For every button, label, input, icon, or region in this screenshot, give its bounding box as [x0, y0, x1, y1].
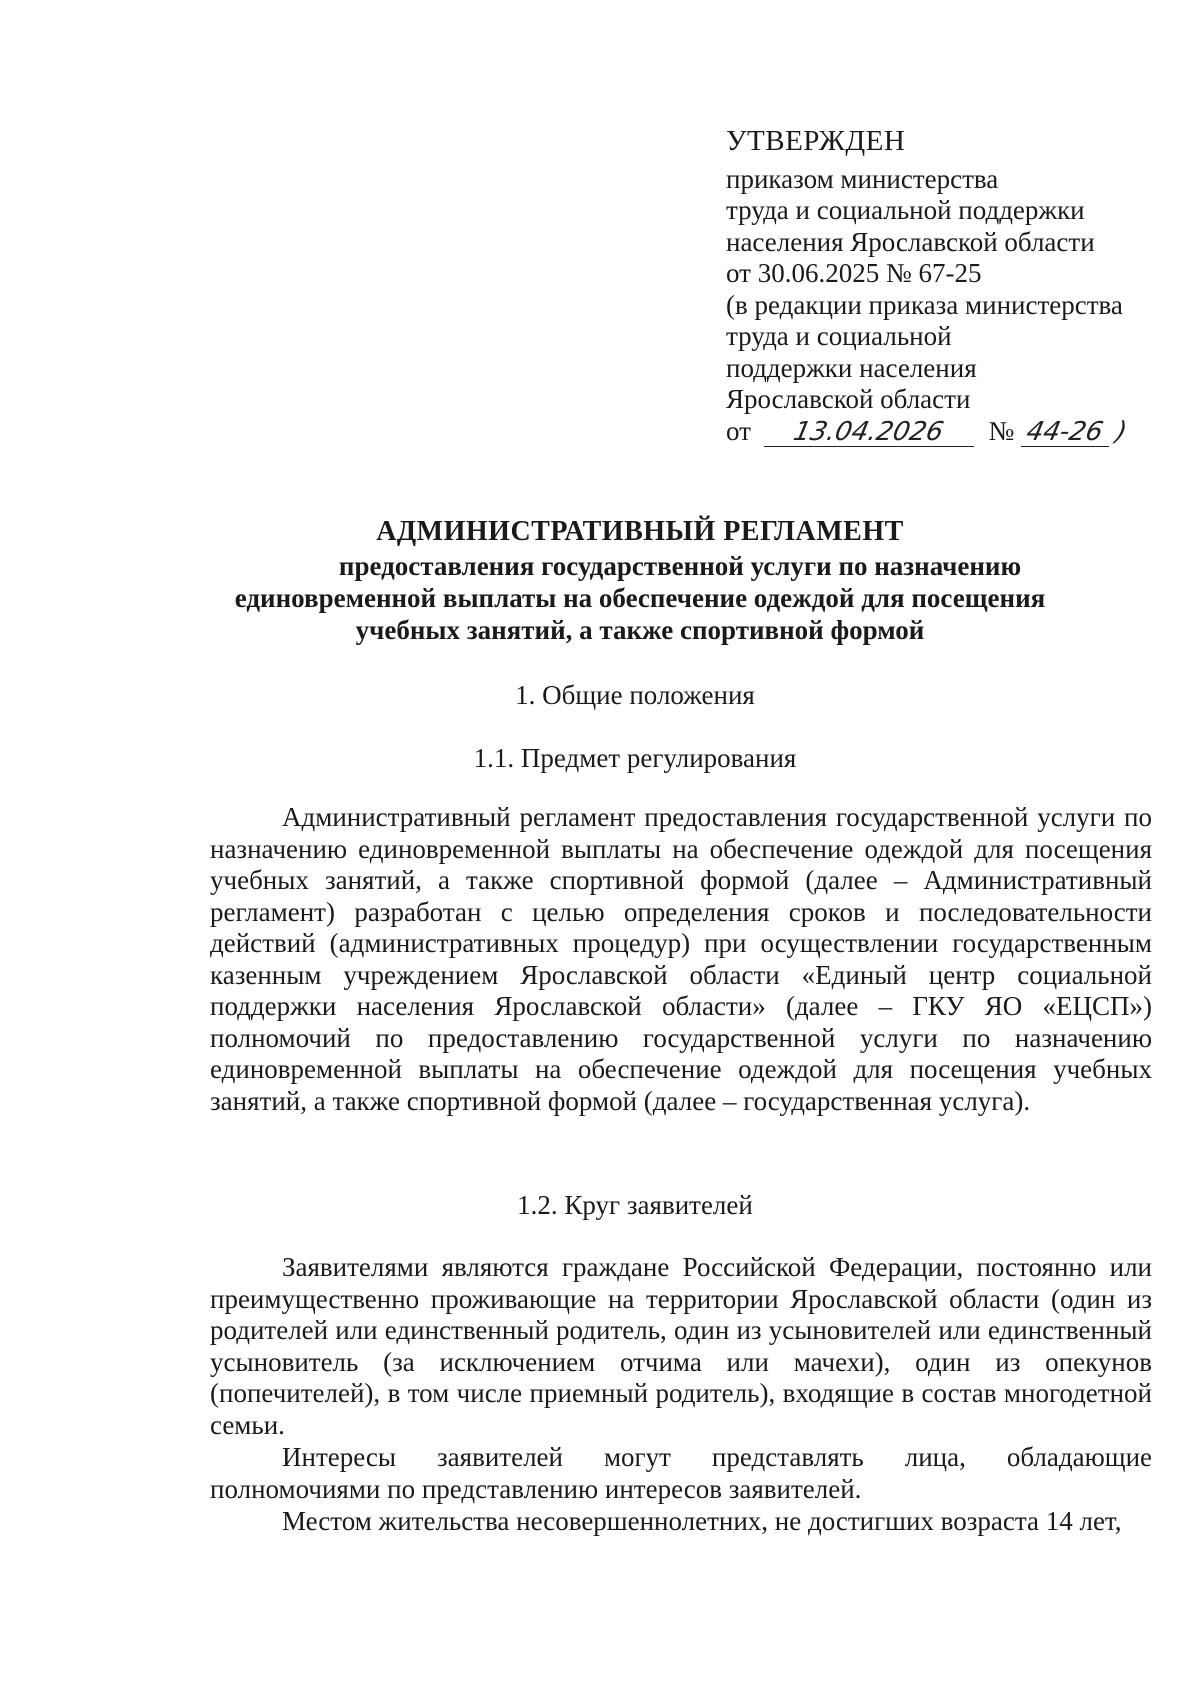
approval-heading: УТВЕРЖДЕН — [726, 125, 906, 157]
approval-line: труда и социальной — [726, 321, 952, 351]
approval-line: приказом министерства — [726, 163, 999, 194]
title-line: единовременной выплаты на обеспечение одеждой для посещения — [234, 583, 1046, 613]
number-label: № — [988, 415, 1015, 446]
amendment-date-line — [726, 416, 1166, 452]
paragraph-text: Административный регламент предоставления государственной услуги по назначению единовременной выплаты на обеспечение одеждой для посещения учебных занятий, а также спортивной формой (далее – Административный регламент) разработан с целью определения сроков и последовательности действий (административных процедур) при осуществлении государственным казенным учреждением Ярославской области «Единый центр социальной поддержки населения Ярославской области» (далее – ГКУ ЯО «ЕЦСП») полномочий по предоставлению государственной услуги по назначению единовременной выплаты на обеспечение одеждой для посещения учебных занятий, а также спортивной формой (далее – государственная услуга). — [210, 802, 1152, 1116]
title-line: предоставления государственной услуги по назначению — [338, 551, 1022, 581]
title-line: учебных занятий, а также спортивной формой — [355, 615, 925, 645]
subject-paragraph — [210, 802, 1152, 1117]
date-fill-line — [764, 417, 974, 447]
title-line: АДМИНИСТРАТИВНЫЙ РЕГЛАМЕНТ — [376, 516, 904, 547]
closing-paren: ) — [1112, 416, 1130, 447]
approval-stamp-block — [726, 126, 1166, 452]
paragraph-text: Заявителями являются граждане Российской Федерации, постоянно или преимущественно проживающие на территории Ярославской области (один из родителей или единственный родитель, один из усыновителей или единственный усыновитель (за исключением отчима или мачехи), один из опекунов (попечителей), в том числе приемный родитель), входящие в состав многодетной семьи. — [210, 1252, 1152, 1440]
document-title — [150, 516, 1130, 646]
number-fill-line — [1021, 417, 1109, 447]
applicants-paragraphs — [210, 1252, 1152, 1538]
approval-line: поддержки населения — [726, 352, 977, 383]
approval-line: (в редакции приказа министерства — [726, 289, 1123, 320]
approval-line: Ярославской области — [726, 384, 971, 414]
approval-line: населения Ярославской области — [726, 226, 1095, 257]
subsection-heading: 1.2. Круг заявителей — [517, 1190, 753, 1220]
from-label: от — [726, 415, 751, 446]
paragraph-text: Интересы заявителей могут представлять лица, обладающие полномочиями по представлению интересов заявителей. — [210, 1442, 1152, 1504]
section-heading: 1. Общие положения — [515, 680, 755, 710]
approval-line: труда и социальной поддержки — [726, 195, 1085, 225]
paragraph-text: Местом жительства несовершеннолетних, не достигших возраста 14 лет, — [282, 1506, 1122, 1536]
handwritten-number: 44-26 — [1023, 416, 1106, 447]
handwritten-date: 13.04.2026 — [791, 416, 947, 447]
approval-line: от 30.06.2025 № 67-25 — [726, 258, 982, 288]
subsection-heading: 1.1. Предмет регулирования — [473, 743, 797, 773]
